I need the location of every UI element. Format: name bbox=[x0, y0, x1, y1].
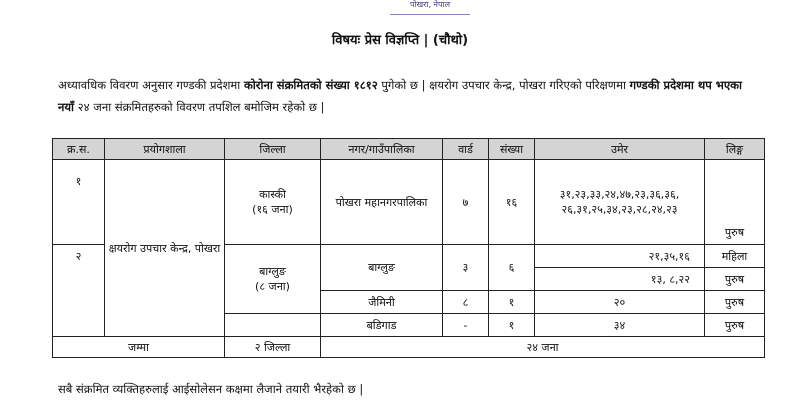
row1-sn: १ bbox=[53, 160, 105, 245]
intro-bold-1: कोरोना संक्रमितको संख्या १८१२ bbox=[243, 78, 378, 92]
subject-heading: विषयः प्रेस विज्ञप्ति | (चौथो) bbox=[331, 33, 469, 48]
intro-paragraph bbox=[58, 74, 748, 118]
row1-count: १६ bbox=[489, 160, 535, 245]
row2a-gender: महिला bbox=[705, 245, 765, 268]
header-ward: वार्ड bbox=[443, 139, 489, 160]
total-districts: २ जिल्ला bbox=[225, 337, 321, 358]
row1-district bbox=[225, 160, 321, 245]
table-row bbox=[53, 160, 765, 245]
row2d-ward: - bbox=[443, 314, 489, 337]
row2-sn: २ bbox=[53, 245, 105, 337]
header-municipality: नगर/गाउँपालिका bbox=[321, 139, 443, 160]
row1-ages-line1: ३१,२३,३३,२४,४७,२३,३६,३६, bbox=[559, 188, 680, 202]
total-label: जम्मा bbox=[53, 337, 225, 358]
row1-gender: पुरुष bbox=[705, 160, 765, 245]
row2c-ages: २० bbox=[535, 291, 705, 314]
row2-district-count: (८ जना) bbox=[255, 280, 290, 294]
row2d-ages: ३४ bbox=[535, 314, 705, 337]
header-age: उमेर bbox=[535, 139, 705, 160]
row2c-municipality: जैमिनी bbox=[321, 291, 443, 314]
row2c-count: १ bbox=[489, 291, 535, 314]
footer-note: सबै संक्रमित व्यक्तिहरुलाई आईसोलेसन कक्षमा लैजाने तयारी भैरहेको छ | bbox=[58, 382, 364, 396]
row2d-gender: पुरुष bbox=[705, 314, 765, 337]
header-lab: प्रयोगशाला bbox=[105, 139, 225, 160]
intro-bold-2: गण्डकी प्रदेशमा थप भएका नयाँ bbox=[58, 78, 742, 114]
row2a-ward: ३ bbox=[443, 245, 489, 291]
row2a-ages: २१,३५,१६ bbox=[535, 245, 705, 268]
letterhead-location: पोखरा, नेपाल bbox=[390, 0, 470, 15]
row2d-count: १ bbox=[489, 314, 535, 337]
row2c-ward: ८ bbox=[443, 291, 489, 314]
intro-text-1: अध्यावधिक विवरण अनुसार गण्डकी प्रदेशमा bbox=[58, 78, 244, 92]
row1-ages-line2: २६,३१,२५,३४,२३,२८,२४,२३ bbox=[561, 203, 678, 217]
row1-district-count: (१६ जना) bbox=[252, 203, 293, 217]
total-persons: २४ जना bbox=[321, 337, 765, 358]
row2a-municipality: बाग्लुङ bbox=[321, 245, 443, 291]
header-gender: लिङ्ग bbox=[705, 139, 765, 160]
row2b-ages: १३, ८,२२ bbox=[535, 268, 705, 291]
intro-text-3: २४ जना संक्रमितहरुको विवरण तपशिल बमोजिम रहेको छ | bbox=[74, 100, 325, 114]
intro-text-2: पुगेको छ | क्षयरोग उपचार केन्द्र, पोखरा गरिएको परिक्षणमा bbox=[377, 78, 630, 92]
cases-table bbox=[52, 138, 765, 358]
row2b-gender: पुरुष bbox=[705, 268, 765, 291]
lab-cell: क्षयरोग उपचार केन्द्र, पोखरा bbox=[105, 160, 225, 337]
row2-district bbox=[225, 245, 321, 314]
row2-district-name: बाग्लुङ bbox=[259, 265, 286, 279]
row1-ages bbox=[535, 160, 705, 245]
row2a-count: ६ bbox=[489, 245, 535, 291]
row1-ward: ७ bbox=[443, 160, 489, 245]
row1-district-name: कास्की bbox=[259, 188, 286, 202]
row2c-gender: पुरुष bbox=[705, 291, 765, 314]
row2d-municipality: बडिगाड bbox=[321, 314, 443, 337]
header-count: संख्या bbox=[489, 139, 535, 160]
header-sn: क्र.स. bbox=[53, 139, 105, 160]
header-district: जिल्ला bbox=[225, 139, 321, 160]
row2d-district-blank bbox=[225, 314, 321, 337]
row1-municipality: पोखरा महानगरपालिका bbox=[321, 160, 443, 245]
table-header-row bbox=[53, 139, 765, 160]
total-row bbox=[53, 337, 765, 358]
